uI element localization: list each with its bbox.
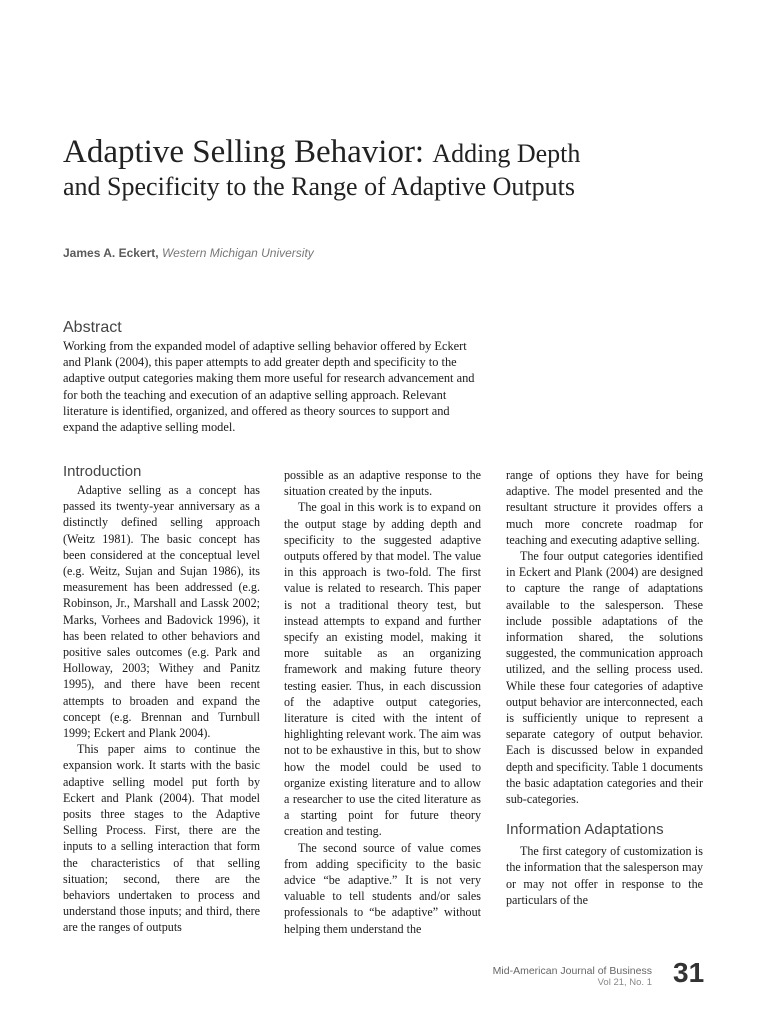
- journal-name: Mid-American Journal of Business: [492, 965, 652, 977]
- page-number: 31: [673, 957, 705, 988]
- paragraph: possible as an adaptive response to the situation created by the inputs.: [284, 468, 481, 499]
- paragraph: This paper aims to continue the expansion work. It starts with the basic adaptive selling model put forth by Eckert and Plank (2004). That model posits three stages to the Adaptive Selling Process. First, there are the inputs to a selling interaction that form the characteristics of that selling situation; second, there are the behaviors undertaken to process and understand those inputs; and third, there are the ranges of outputs: [63, 742, 260, 935]
- paper-title: [63, 133, 703, 202]
- paragraph: Adaptive selling as a concept has passed its twenty-year anniversary as a distinctly defined selling approach (Weitz 1981). The basic concept has been considered at the conceptual level (e.g. Weitz, Sujan and Sujan 1986), its measurement has been addressed (e.g. Robinson, Jr., Marshall and Lassk 2002; Marks, Vorhees and Badovick 1996), it has been related to other behaviors and positive sales outcomes (e.g. Park and Holloway, 2003; Withey and Panitz 1995), and there have been recent attempts to broaden and expand the concept (e.g. Brennan and Turnbull 1999; Eckert and Plank 2004).: [63, 483, 260, 741]
- column-1: [63, 462, 260, 936]
- abstract-heading: Abstract: [63, 319, 122, 336]
- section-heading-introduction: Introduction: [63, 463, 142, 480]
- paragraph: The goal in this work is to expand on the output stage by adding depth and specificity to the suggested adaptive outputs offered by that model. The value in this approach is two-fold. The first value is related to research. This paper is not a traditional theory test, but instead attempts to expand and further specify an existing model, making it more suitable as an organizing framework and making future theory testing easier. Thus, in each discussion of the adaptive output categories, literature is cited with the intent of highlighting relevant work. The aim was not to be exhaustive in this, but to show how the model could be used to organize existing literature and to allow a researcher to use the cited literature as a starting point for future theory creation and testing.: [284, 500, 481, 839]
- title-line-1: [63, 133, 703, 173]
- paragraph: The second source of value comes from adding specificity to the basic advice “be adaptive.” It is not very valuable to tell students and/or sales professionals to “be adaptive” without helping them understand the: [284, 840, 481, 936]
- title-main: Adaptive Selling Behavior:: [63, 134, 425, 170]
- paragraph: The first category of customization is the information that the salesperson may or may not offer in response to the particulars of the: [506, 844, 703, 907]
- footer-journal: [493, 965, 652, 989]
- paragraph: The four output categories identified in Eckert and Plank (2004) are designed to capture the range of adaptations available to the salesperson. These include possible adaptations of the information shared, the solutions suggested, the communication approach utilized, and the selling process used. While these four categories of adaptive output behavior are interconnected, each is sufficiently unique to represent a separate category of output behavior. Each is discussed below in expanded depth and specificity. Table 1 documents the basic adaptation categories and their sub-categories.: [506, 549, 703, 807]
- title-sub: Adding Depth: [432, 139, 581, 168]
- author-affiliation: Western Michigan University: [161, 246, 314, 260]
- section-heading-information-adaptations: Information Adaptations: [506, 821, 664, 839]
- abstract-text: Working from the expanded model of adaptive selling behavior offered by Eckert and Plank (2004), this paper attempts to add greater depth and specificity to the adaptive output categories making them more useful for research advancement and for both the teaching and execution of an adaptive selling approach. Relevant literature is identified, organized, and offered as theory sources to support and expand the adaptive selling model.: [63, 339, 475, 435]
- title-line-2: and Specificity to the Range of Adaptive Outputs: [63, 172, 575, 201]
- journal-volume: Vol 21, No. 1: [597, 977, 652, 988]
- column-3: [506, 467, 703, 908]
- author-line: [63, 246, 314, 260]
- column-2: [284, 467, 481, 937]
- author-name: James A. Eckert,: [63, 246, 159, 260]
- paragraph: range of options they have for being adaptive. The model presented and the resultant structure it provides offers a much more concrete roadmap for teaching and executing adaptive selling.: [506, 468, 703, 547]
